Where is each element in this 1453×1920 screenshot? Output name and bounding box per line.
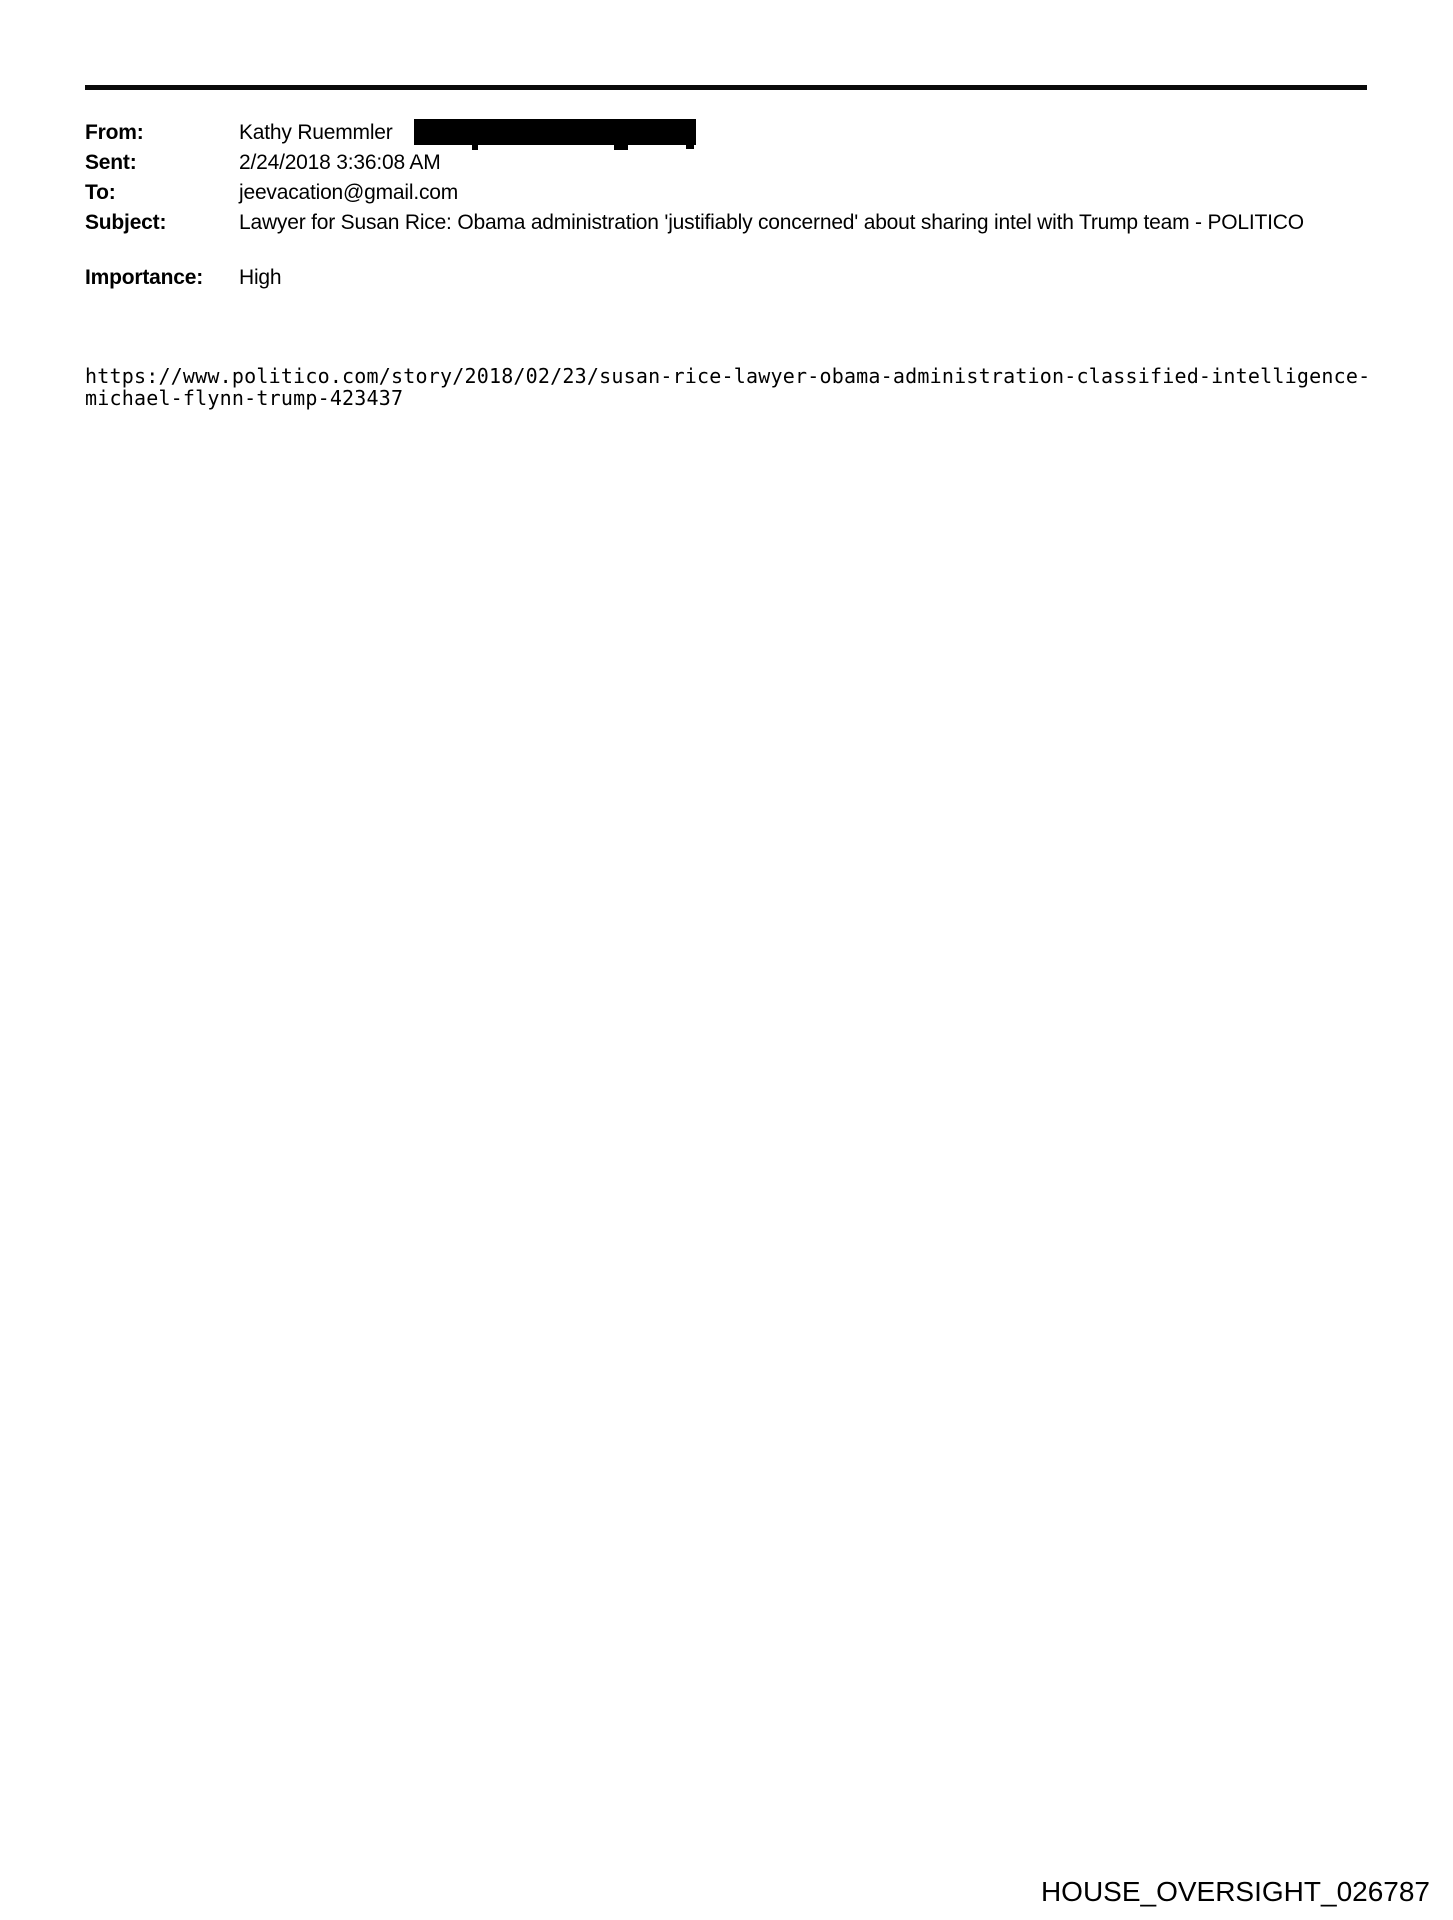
redaction-artifact: [686, 145, 694, 149]
to-label: To:: [85, 181, 116, 204]
sent-label: Sent:: [85, 151, 137, 174]
redaction-bar: [414, 119, 696, 145]
redaction-artifact: [472, 145, 478, 150]
header-row-subject: [85, 208, 1304, 238]
importance-label: Importance:: [85, 266, 203, 289]
subject-label: Subject:: [85, 211, 167, 234]
header-row-from: [85, 118, 1304, 148]
email-body-url: [85, 365, 1370, 409]
url-line-2: michael-flynn-trump-423437: [85, 386, 404, 410]
header-row-importance: [85, 263, 1304, 293]
importance-value: High: [239, 266, 282, 289]
header-row-sent: [85, 148, 1304, 178]
from-label: From:: [85, 121, 144, 144]
subject-value: Lawyer for Susan Rice: Obama administration 'justifiably concerned' about sharing intel with Trump team - POLITICO: [239, 211, 1304, 234]
redaction-artifact: [614, 145, 628, 150]
header-divider-rule: [85, 85, 1367, 90]
url-line-1: https://www.politico.com/story/2018/02/23/susan-rice-lawyer-obama-administration-classified-intelligence-: [85, 364, 1371, 388]
from-value: [239, 118, 696, 148]
bates-number: HOUSE_OVERSIGHT_026787: [1040, 1876, 1430, 1907]
header-row-to: [85, 178, 1304, 208]
from-sender-name: Kathy Ruemmler: [239, 121, 393, 144]
email-header-block: [85, 118, 1304, 293]
to-value: jeevacation@gmail.com: [239, 181, 459, 204]
sent-value: 2/24/2018 3:36:08 AM: [239, 151, 441, 174]
